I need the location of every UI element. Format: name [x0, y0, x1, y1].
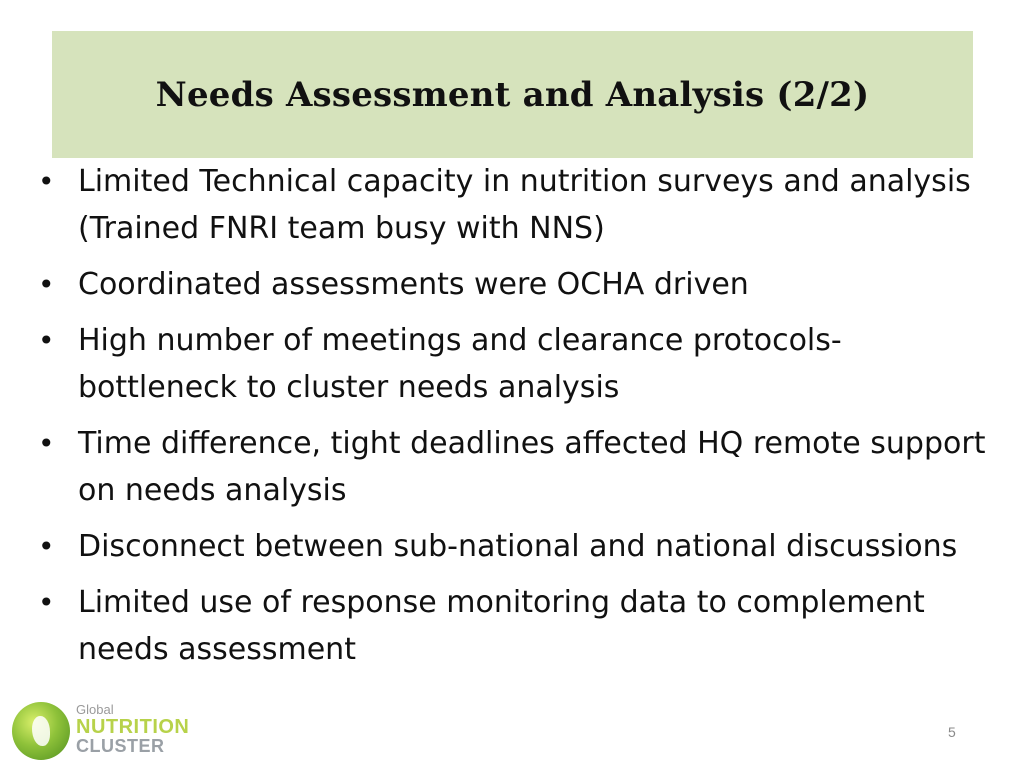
bullet-dot-icon: • — [38, 427, 55, 460]
bullet-text: Time difference, tight deadlines affected HQ remote support on needs analysis — [78, 426, 986, 508]
bullet-item — [36, 317, 1006, 411]
title-band — [52, 31, 973, 158]
bullet-dot-icon: • — [38, 268, 55, 301]
bullet-dot-icon: • — [38, 530, 55, 563]
slide-title: Needs Assessment and Analysis (2/2) — [155, 74, 870, 115]
bullet-text: Coordinated assessments were OCHA driven — [78, 267, 749, 302]
bullet-dot-icon: • — [38, 324, 55, 357]
globe-icon — [12, 702, 70, 760]
bullet-item — [36, 158, 1006, 252]
bullet-item — [36, 523, 1006, 570]
bullet-item — [36, 261, 1006, 308]
page-number: 5 — [948, 724, 956, 740]
logo-line-cluster: CLUSTER — [76, 736, 165, 756]
bullet-text: Limited Technical capacity in nutrition surveys and analysis (Trained FNRI team busy with NNS) — [78, 164, 971, 246]
bullet-text: Disconnect between sub-national and national discussions — [78, 529, 958, 564]
bullet-item — [36, 420, 1006, 514]
bullet-dot-icon: • — [38, 165, 55, 198]
bullet-item — [36, 579, 1006, 673]
bullet-text: Limited use of response monitoring data to complement needs assessment — [78, 585, 925, 667]
global-nutrition-cluster-logo — [6, 700, 188, 764]
logo-line-global: Global — [76, 702, 114, 717]
logo-line-nutrition: NUTRITION — [76, 716, 190, 738]
bullet-dot-icon: • — [38, 586, 55, 619]
bullet-list — [36, 158, 1006, 682]
bullet-text: High number of meetings and clearance protocols- bottleneck to cluster needs analysis — [78, 323, 842, 405]
